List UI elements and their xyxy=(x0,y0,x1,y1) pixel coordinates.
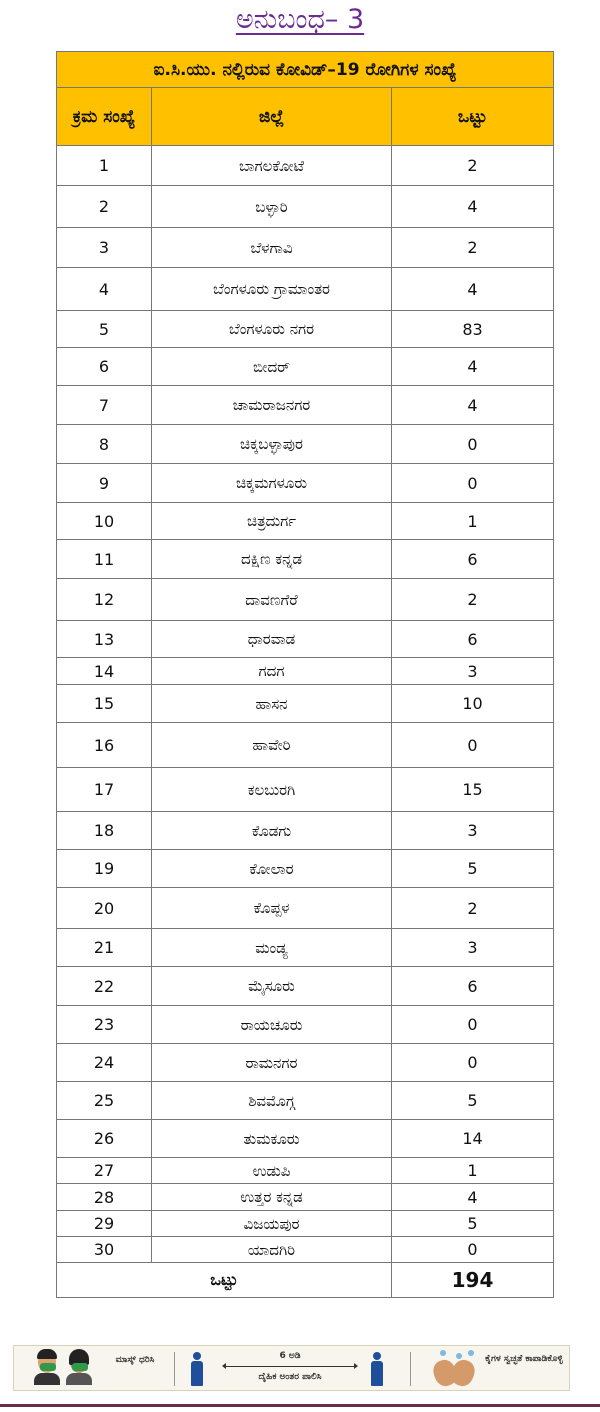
table-heading-row xyxy=(57,52,554,88)
total-row xyxy=(57,1263,554,1298)
count-cell: 4 xyxy=(392,386,554,425)
count-cell: 0 xyxy=(392,723,554,768)
serial-cell: 17 xyxy=(57,768,152,812)
page-title: ಅನುಬಂಧ– 3 xyxy=(235,4,365,35)
count-cell: 3 xyxy=(392,812,554,850)
table-row xyxy=(57,658,554,685)
district-cell: ಹಾಸನ xyxy=(152,685,392,723)
table-row xyxy=(57,540,554,579)
serial-cell: 13 xyxy=(57,621,152,658)
count-cell: 6 xyxy=(392,967,554,1006)
mask-text: ಮಾಸ್ಕ್ ಧರಿಸಿ xyxy=(115,1355,155,1365)
serial-cell: 24 xyxy=(57,1044,152,1082)
count-cell: 0 xyxy=(392,464,554,503)
serial-cell: 7 xyxy=(57,386,152,425)
district-cell: ಚಿತ್ರದುರ್ಗ xyxy=(152,503,392,540)
table-row xyxy=(57,1006,554,1044)
serial-cell: 2 xyxy=(57,186,152,228)
district-cell: ಉಡುಪಿ xyxy=(152,1158,392,1184)
serial-cell: 21 xyxy=(57,929,152,967)
serial-cell: 25 xyxy=(57,1082,152,1120)
district-cell: ಚಿಕ್ಕಮಗಳೂರು xyxy=(152,464,392,503)
table-row xyxy=(57,311,554,348)
count-cell: 0 xyxy=(392,1006,554,1044)
table-row xyxy=(57,503,554,540)
count-cell: 14 xyxy=(392,1120,554,1158)
serial-cell: 22 xyxy=(57,967,152,1006)
hand-wash-icon xyxy=(432,1350,478,1388)
district-cell: ಕೊಡಗು xyxy=(152,812,392,850)
serial-cell: 14 xyxy=(57,658,152,685)
count-cell: 0 xyxy=(392,425,554,464)
serial-cell: 1 xyxy=(57,146,152,186)
count-cell: 4 xyxy=(392,1184,554,1211)
serial-cell: 28 xyxy=(57,1184,152,1211)
column-header-district: ಜಿಲ್ಲೆ xyxy=(152,88,392,146)
district-cell: ಬೆಂಗಳೂರು ಗ್ರಾಮಾಂತರ xyxy=(152,268,392,311)
count-cell: 6 xyxy=(392,540,554,579)
count-cell: 1 xyxy=(392,1158,554,1184)
table-row xyxy=(57,1082,554,1120)
table-row xyxy=(57,929,554,967)
count-cell: 2 xyxy=(392,579,554,621)
serial-cell: 20 xyxy=(57,888,152,929)
district-cell: ತುಮಕೂರು xyxy=(152,1120,392,1158)
district-cell: ಶಿವಮೊಗ್ಗ xyxy=(152,1082,392,1120)
count-cell: 3 xyxy=(392,929,554,967)
district-cell: ಕೋಲಾರ xyxy=(152,850,392,888)
count-cell: 1 xyxy=(392,503,554,540)
table-row xyxy=(57,1184,554,1211)
table-row xyxy=(57,1120,554,1158)
district-cell: ಮೈಸೂರು xyxy=(152,967,392,1006)
table-row xyxy=(57,464,554,503)
count-cell: 10 xyxy=(392,685,554,723)
district-cell: ಚಾಮರಾಜನಗರ xyxy=(152,386,392,425)
serial-cell: 3 xyxy=(57,228,152,268)
count-cell: 15 xyxy=(392,768,554,812)
column-header-serial: ಕ್ರಮ ಸಂಖ್ಯೆ xyxy=(57,88,152,146)
table-heading: ಐ.ಸಿ.ಯು. ನಲ್ಲಿರುವ ಕೋವಿಡ್–19 ರೋಗಿಗಳ ಸಂಖ್ಯೆ xyxy=(57,52,554,88)
table-row xyxy=(57,723,554,768)
table-row xyxy=(57,1237,554,1263)
district-cell: ಬೀದರ್ xyxy=(152,348,392,386)
district-cell: ಚಿಕ್ಕಬಳ್ಳಾಪುರ xyxy=(152,425,392,464)
table-row xyxy=(57,186,554,228)
count-cell: 2 xyxy=(392,888,554,929)
serial-cell: 10 xyxy=(57,503,152,540)
count-cell: 0 xyxy=(392,1237,554,1263)
table-row xyxy=(57,1211,554,1237)
district-cell: ಉತ್ತರ ಕನ್ನಡ xyxy=(152,1184,392,1211)
table-row xyxy=(57,425,554,464)
serial-cell: 19 xyxy=(57,850,152,888)
serial-cell: 9 xyxy=(57,464,152,503)
table-row xyxy=(57,768,554,812)
distance-text: ದೈಹಿಕ ಅಂತರ ಪಾಲಿಸಿ xyxy=(258,1372,322,1382)
count-cell: 5 xyxy=(392,1082,554,1120)
count-cell: 4 xyxy=(392,268,554,311)
table-row xyxy=(57,1044,554,1082)
serial-cell: 26 xyxy=(57,1120,152,1158)
count-cell: 0 xyxy=(392,1044,554,1082)
district-cell: ದಕ್ಷಿಣ ಕನ್ನಡ xyxy=(152,540,392,579)
table-row xyxy=(57,685,554,723)
district-cell: ಬಾಗಲಕೋಟೆ xyxy=(152,146,392,186)
district-cell: ಕೊಪ್ಪಳ xyxy=(152,888,392,929)
masked-face-icon xyxy=(66,1351,92,1385)
table-row xyxy=(57,967,554,1006)
district-cell: ಮಂಡ್ಯ xyxy=(152,929,392,967)
serial-cell: 23 xyxy=(57,1006,152,1044)
table-row xyxy=(57,348,554,386)
divider xyxy=(410,1352,411,1386)
serial-cell: 11 xyxy=(57,540,152,579)
table-row xyxy=(57,146,554,186)
table-row xyxy=(57,621,554,658)
serial-cell: 16 xyxy=(57,723,152,768)
count-cell: 5 xyxy=(392,850,554,888)
masked-face-icon xyxy=(34,1351,60,1385)
column-header-row xyxy=(57,88,554,146)
serial-cell: 27 xyxy=(57,1158,152,1184)
table-row xyxy=(57,268,554,311)
safety-banner xyxy=(13,1345,570,1391)
table-row xyxy=(57,1158,554,1184)
district-cell: ಯಾದಗಿರಿ xyxy=(152,1237,392,1263)
district-cell: ಕಲಬುರಗಿ xyxy=(152,768,392,812)
count-cell: 83 xyxy=(392,311,554,348)
serial-cell: 6 xyxy=(57,348,152,386)
double-arrow-icon xyxy=(226,1366,354,1367)
hygiene-text: ಕೈಗಳ ಸ್ವಚ್ಛತೆ ಕಾಪಾಡಿಕೊಳ್ಳಿ xyxy=(485,1354,563,1364)
count-cell: 2 xyxy=(392,146,554,186)
distance-value: 6 ಅಡಿ xyxy=(279,1351,301,1361)
table-row xyxy=(57,228,554,268)
serial-cell: 5 xyxy=(57,311,152,348)
bottom-rule xyxy=(0,1404,600,1407)
count-cell: 5 xyxy=(392,1211,554,1237)
icu-patients-table xyxy=(56,51,554,1298)
serial-cell: 12 xyxy=(57,579,152,621)
district-cell: ವಿಜಯಪುರ xyxy=(152,1211,392,1237)
table-row xyxy=(57,850,554,888)
count-cell: 2 xyxy=(392,228,554,268)
total-label: ಒಟ್ಟು xyxy=(57,1263,392,1298)
district-cell: ಬಳ್ಳಾರಿ xyxy=(152,186,392,228)
count-cell: 3 xyxy=(392,658,554,685)
serial-cell: 4 xyxy=(57,268,152,311)
divider xyxy=(174,1352,175,1386)
serial-cell: 29 xyxy=(57,1211,152,1237)
person-icon xyxy=(190,1352,204,1386)
table-row xyxy=(57,579,554,621)
district-cell: ಹಾವೇರಿ xyxy=(152,723,392,768)
table-row xyxy=(57,888,554,929)
district-cell: ಬೆಂಗಳೂರು ನಗರ xyxy=(152,311,392,348)
column-header-total: ಒಟ್ಟು xyxy=(392,88,554,146)
district-cell: ದಾವಣಗೆರೆ xyxy=(152,579,392,621)
serial-cell: 8 xyxy=(57,425,152,464)
district-cell: ಬೆಳಗಾವಿ xyxy=(152,228,392,268)
person-icon xyxy=(370,1352,384,1386)
count-cell: 6 xyxy=(392,621,554,658)
serial-cell: 15 xyxy=(57,685,152,723)
total-value: 194 xyxy=(392,1263,554,1298)
serial-cell: 30 xyxy=(57,1237,152,1263)
serial-cell: 18 xyxy=(57,812,152,850)
district-cell: ರಾಮನಗರ xyxy=(152,1044,392,1082)
district-cell: ರಾಯಚೂರು xyxy=(152,1006,392,1044)
district-cell: ಗದಗ xyxy=(152,658,392,685)
district-cell: ಧಾರವಾಡ xyxy=(152,621,392,658)
count-cell: 4 xyxy=(392,186,554,228)
table-row xyxy=(57,386,554,425)
table-row xyxy=(57,812,554,850)
count-cell: 4 xyxy=(392,348,554,386)
